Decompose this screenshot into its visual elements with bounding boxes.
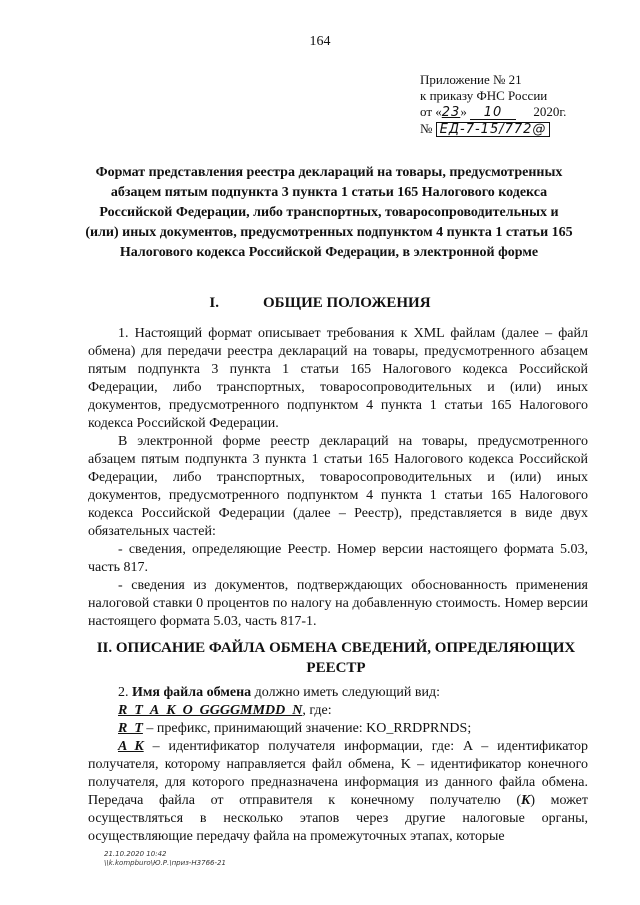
ak-text-2: ) может осуществляться в несколько этапов через другие налоговые органы, осуществляющие передачу файла на промежуточных этапах, которые — [88, 793, 588, 844]
rt-text: – префикс, принимающий значение: KO_RRDPRNDS; — [142, 721, 472, 736]
footer-line-2: \\k.kompburo\Ю.Р.\приз-Н3766-21 — [104, 859, 226, 867]
file-name-pattern: R_T_A_K_O_GGGGMMDD_N — [118, 703, 303, 718]
section-1-heading — [0, 295, 640, 312]
k-term: K — [521, 793, 531, 808]
date-mid: » — [460, 104, 467, 119]
handwritten-number: ЕД-7-15/772@ — [436, 122, 551, 137]
section-1-body — [88, 325, 588, 631]
file-name-label: Имя файла обмена — [132, 685, 252, 700]
date-year: 2020г. — [533, 104, 567, 119]
rt-term: R_T — [118, 721, 143, 736]
handwritten-month: 10 — [470, 107, 516, 120]
appendix-number — [420, 121, 566, 137]
paragraph-rt — [88, 720, 588, 738]
file-name-text: должно иметь следующий вид: — [251, 685, 441, 700]
para-num: 2. — [118, 685, 132, 700]
appendix-line-1: Приложение № 21 — [420, 72, 522, 87]
ak-term: A_K — [118, 739, 144, 754]
section-1-title: ОБЩИЕ ПОЛОЖЕНИЯ — [263, 295, 431, 311]
footer-stamp — [104, 850, 226, 868]
section-1-number: I. — [209, 295, 220, 311]
paragraph-2: В электронной форме реестр деклараций на товары, предусмотренного абзацем пятым подпункта 3 пункта 1 статьи 165 Налогового кодекса Российской Федерации, либо транспортных, товаросопроводительных и (или) иных документов, предусмотренного подпунктом 4 пункта 1 статьи 165 Налогового кодекса Российской Федерации (далее – Реестр), представляется в виде двух обязательных частей: — [88, 434, 588, 539]
ak-text: – идентификатор получателя информации, где: A – идентификатор получателя, которому направляется файл обмена, K – идентификатор конечного получателя, для которого предназначена информация из данного файла обмена. Передача файла от отправителя к конечному получателю ( — [88, 739, 588, 808]
paragraph-file-name — [88, 684, 588, 702]
section-2-heading: II. ОПИСАНИЕ ФАЙЛА ОБМЕНА СВЕДЕНИЙ, ОПРЕДЕЛЯЮЩИХ РЕЕСТР — [96, 640, 576, 676]
section-2-body — [88, 684, 588, 846]
footer-line-1: 21.10.2020 10:42 — [104, 850, 167, 858]
paragraph-4: - сведения из документов, подтверждающих обоснованность применения налоговой ставки 0 процентов по налогу на добавленную стоимость. Номер версии настоящего формата 5.03, часть 817-1. — [88, 578, 588, 629]
paragraph-3: - сведения, определяющие Реестр. Номер версии настоящего формата 5.03, часть 817. — [88, 542, 588, 575]
paragraph-pattern — [88, 702, 588, 720]
appendix-block — [420, 72, 566, 137]
document-title: Формат представления реестра деклараций на товары, предусмотренных абзацем пятым подпункта 3 пункта 1 статьи 165 Налогового кодекса Российской Федерации, либо транспортных, товаросопроводительных и (или) иных документов, предусмотренных подпунктом 4 пункта 1 статьи 165 Налогового кодекса Российской Федерации, в электронной форме — [85, 165, 573, 260]
paragraph-ak — [88, 738, 588, 846]
paragraph-1: 1. Настоящий формат описывает требования к XML файлам (далее – файл обмена) для передачи реестра деклараций на товары, предусмотренного абзацем пятым подпункта 3 пункта 1 статьи 165 Налогового кодекса Российской Федерации, либо транспортных, товаросопроводительных и (или) иных документов, предусмотренного подпунктом 4 пункта 1 статьи 165 Налогового кодекса Российской Федерации. — [88, 326, 588, 431]
pattern-post: , где: — [302, 703, 332, 718]
handwritten-day: 23 — [441, 105, 461, 120]
appendix-line-2: к приказу ФНС России — [420, 88, 548, 103]
number-prefix: № — [420, 121, 433, 136]
page-number: 164 — [309, 34, 331, 49]
date-prefix: от « — [420, 104, 442, 119]
appendix-date — [420, 104, 566, 121]
